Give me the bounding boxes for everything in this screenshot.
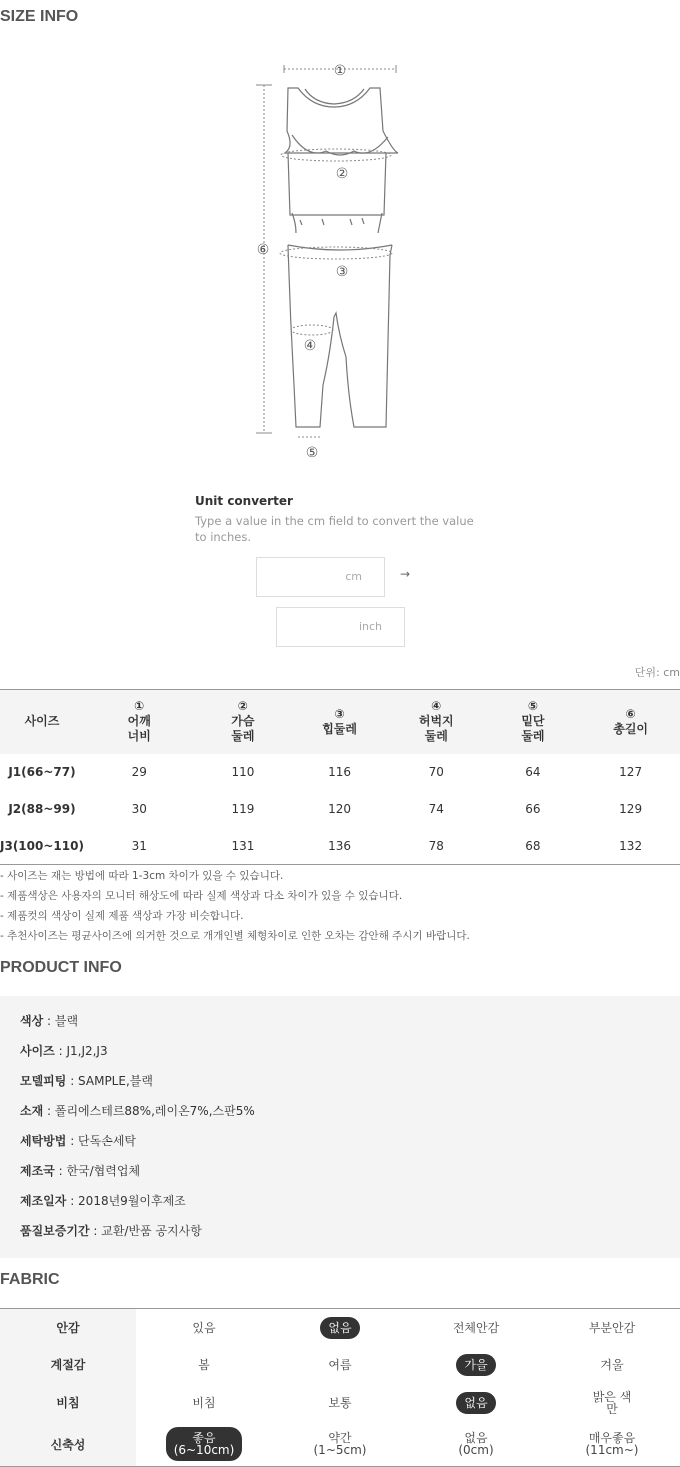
marker-2: ②: [335, 166, 349, 182]
product-info-value: : 폴리에스테르88%,레이온7%,스판5%: [43, 1104, 255, 1118]
fabric-option-selected: 없음: [456, 1392, 495, 1414]
fabric-option-cell: [136, 1423, 272, 1467]
product-info-key: 제조일자: [20, 1194, 67, 1208]
fabric-option-cell: [136, 1347, 272, 1383]
header-label: 힙둘레: [322, 721, 357, 736]
size-value-cell: 30: [131, 802, 147, 816]
fabric-option: 없음 (0cm): [458, 1431, 494, 1458]
fabric-option: 전체안감: [452, 1320, 500, 1335]
table-row: [0, 828, 680, 865]
fabric-row-label: 비침: [0, 1383, 136, 1423]
product-info-value: : SAMPLE,블랙: [66, 1074, 153, 1088]
converter-description: Type a value in the cm field to convert the value to inches.: [195, 514, 474, 544]
size-value-cell: 132: [619, 838, 643, 853]
size-info-title: SIZE INFO: [0, 8, 79, 25]
fabric-option: 비침: [192, 1395, 216, 1410]
marker-3: ③: [335, 264, 349, 280]
product-info-value: : J1,J2,J3: [54, 1044, 108, 1058]
fabric-row-label: 계절감: [0, 1347, 136, 1383]
fabric-option-cell: [272, 1383, 408, 1423]
fabric-row: [0, 1347, 680, 1383]
header-label: 둘레: [424, 729, 448, 744]
fabric-row: [0, 1383, 680, 1423]
header-number: ⑥: [625, 706, 636, 721]
header-label: 둘레: [231, 729, 255, 744]
fabric-option-selected: 없음: [320, 1317, 359, 1339]
note-line: - 제품색상은 사용자의 모니터 해상도에 따라 실제 색상과 다소 차이가 있을 수 있습니다.: [0, 890, 403, 902]
header-label: 너비: [127, 729, 151, 744]
note-line: - 사이즈는 재는 방법에 따라 1-3cm 차이가 있을 수 있습니다.: [0, 870, 284, 882]
size-value-cell: 64: [525, 765, 541, 779]
fabric-option: 여름: [328, 1357, 352, 1372]
size-value-cell: 131: [231, 838, 255, 853]
size-header-5: [485, 690, 582, 754]
header-label: 사이즈: [24, 714, 60, 729]
size-name-cell: J1(66~77): [8, 765, 76, 779]
size-name-cell: J3(100~110): [0, 838, 84, 853]
product-info-value: : 단독손세탁: [66, 1134, 137, 1148]
size-value-cell: 74: [428, 802, 444, 816]
converter-title: Unit converter: [195, 494, 293, 508]
table-row: [0, 791, 680, 828]
product-info-value: : 블랙: [43, 1014, 79, 1028]
product-info-item: [20, 1132, 680, 1162]
fabric-option: 밝은 색 만: [592, 1389, 632, 1416]
marker-1: ①: [333, 63, 347, 79]
fabric-option-cell: [272, 1347, 408, 1383]
fabric-option-cell: [544, 1347, 680, 1383]
product-info-value: : 교환/반품 공지사항: [89, 1224, 202, 1238]
header-label: 총길이: [613, 721, 649, 736]
fabric-table: [0, 1308, 680, 1467]
fabric-option-selected: 좋음 (6~10cm): [166, 1427, 243, 1461]
fabric-option-cell: [544, 1423, 680, 1467]
fabric-row-label: 안감: [0, 1309, 136, 1347]
product-info-item: [20, 1012, 680, 1042]
fabric-option-cell: [408, 1423, 544, 1467]
fabric-option-cell: [136, 1309, 272, 1347]
marker-5: ⑤: [305, 445, 319, 461]
size-value-cell: 119: [231, 802, 255, 816]
header-label: 가슴: [231, 714, 255, 729]
marker-4: ④: [303, 338, 317, 354]
size-notes: [0, 866, 470, 946]
unit-label: 단위: cm: [634, 666, 680, 679]
size-table: [0, 689, 680, 865]
fabric-option: 매우좋음 (11cm~): [585, 1431, 639, 1458]
fabric-row-label: 신축성: [0, 1423, 136, 1467]
product-info-key: 모델피팅: [20, 1074, 67, 1088]
fabric-option-cell: [544, 1309, 680, 1347]
size-header-2: [195, 690, 292, 754]
size-header-6: [581, 690, 680, 754]
size-name-cell: J2(88~99): [8, 802, 76, 816]
cm-input[interactable]: cm: [256, 557, 385, 597]
fabric-option: 보통: [328, 1395, 352, 1410]
size-header-3: [291, 690, 388, 754]
fabric-option: 겨울: [600, 1357, 624, 1372]
product-info-item: [20, 1162, 680, 1192]
unit-converter: [195, 494, 495, 545]
note-line: - 추천사이즈는 평균사이즈에 의거한 것으로 개개인별 체형차이로 인한 오차는 감안해 주시기 바랍니다.: [0, 930, 470, 942]
size-value-cell: 116: [328, 765, 352, 779]
size-value-cell: 78: [428, 838, 444, 853]
product-info-item: [20, 1042, 680, 1072]
product-info-key: 제조국: [20, 1164, 55, 1178]
product-info-key: 소재: [20, 1104, 44, 1118]
size-value-cell: 29: [131, 765, 147, 779]
header-number: ②: [237, 699, 248, 714]
fabric-row: [0, 1423, 680, 1467]
product-info-key: 사이즈: [20, 1044, 55, 1058]
fabric-option-cell: [408, 1309, 544, 1347]
marker-6: ⑥: [256, 242, 270, 258]
header-number: ⑤: [527, 699, 539, 714]
fabric-option: 있음: [192, 1320, 216, 1335]
size-value-cell: 70: [428, 765, 444, 779]
size-value-cell: 136: [328, 838, 352, 853]
fabric-option-cell: [544, 1383, 680, 1423]
header-label: 밑단: [521, 714, 545, 729]
fabric-option-cell: [408, 1383, 544, 1423]
header-number: ③: [334, 706, 345, 721]
size-value-cell: 31: [131, 838, 147, 853]
fabric-option: 약간 (1~5cm): [313, 1431, 367, 1458]
product-info-key: 색상: [20, 1014, 44, 1028]
garment-size-diagram: [250, 55, 420, 465]
product-info-item: [20, 1222, 680, 1252]
header-number: ④: [431, 699, 442, 714]
header-number: ①: [134, 699, 145, 714]
header-label: 허벅지: [418, 714, 454, 729]
product-info-item: [20, 1102, 680, 1132]
product-info-key: 품질보증기간: [20, 1224, 90, 1238]
size-value-cell: 110: [231, 765, 255, 779]
product-info-item: [20, 1072, 680, 1102]
size-header-1: [84, 690, 195, 754]
product-info-list: [0, 996, 680, 1258]
fabric-option-cell: [136, 1383, 272, 1423]
table-row: [0, 754, 680, 791]
product-info-key: 세탁방법: [20, 1134, 67, 1148]
size-value-cell: 120: [328, 802, 352, 816]
size-value-cell: 127: [619, 765, 643, 779]
fabric-option-selected: 가을: [456, 1354, 495, 1376]
size-value-cell: 68: [525, 838, 541, 853]
fabric-option: 봄: [198, 1357, 210, 1372]
header-label: 둘레: [521, 729, 545, 744]
header-label: 어깨: [127, 714, 151, 729]
fabric-option: 부분안감: [588, 1320, 636, 1335]
size-header-0: [0, 690, 84, 754]
fabric-option-cell: [408, 1347, 544, 1383]
arrow-right-icon: →: [400, 567, 411, 581]
size-value-cell: 129: [619, 802, 643, 816]
fabric-option-cell: [272, 1423, 408, 1467]
product-info-value: : 2018년9월이후제조: [66, 1194, 186, 1208]
fabric-row: [0, 1309, 680, 1347]
size-header-4: [388, 690, 485, 754]
inch-output[interactable]: inch: [276, 607, 405, 647]
fabric-option-cell: [272, 1309, 408, 1347]
fabric-title: FABRIC: [0, 1271, 60, 1288]
note-line: - 제품컷의 색상이 실제 제품 색상과 가장 비슷합니다.: [0, 910, 244, 922]
size-value-cell: 66: [525, 802, 541, 816]
product-info-item: [20, 1192, 680, 1222]
product-info-value: : 한국/협력업체: [54, 1164, 141, 1178]
product-info-title: PRODUCT INFO: [0, 959, 122, 976]
